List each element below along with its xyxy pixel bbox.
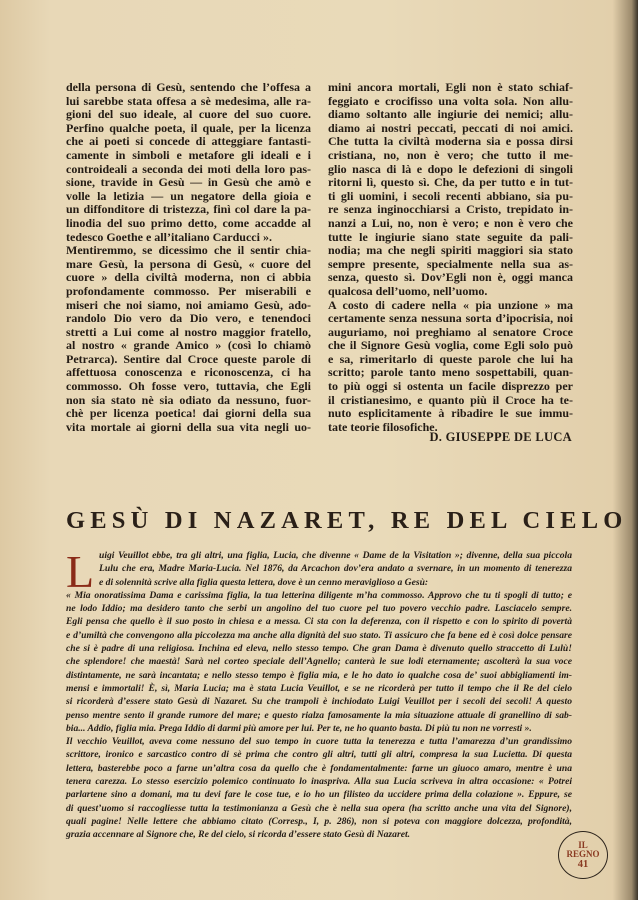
- text-line: Perfino qualche poeta, il quale, per la licenza: [66, 120, 311, 135]
- text-line: diamo soltanto alle ingiurie dei nemici; allu-: [328, 107, 573, 122]
- text-line: Lulu che era, Madre Maria-Lucia. Nel 1876, da Arcachon dov’era andato a svernare, in un momento di tenerezza: [99, 563, 572, 575]
- text-line: stretti a Lui come al nostro maggior fratello,: [66, 324, 311, 339]
- text-line: Egli pensa che quello è il suo posto in chiesa e a messa. Ci sta con la deferenza, con il rispetto e con lo spirito di povertà: [66, 616, 572, 628]
- text-line: gioni del suo ideale, al cuore del suo cuore.: [66, 107, 311, 122]
- text-line: senza, questo sì. Dov’Egli non è, oggi manca: [328, 270, 573, 285]
- text-line: qualcosa dell’uomo, nell’uomo.: [328, 283, 488, 298]
- text-line: mare Gesù, la persona di Gesù, « cuore del: [66, 256, 311, 271]
- text-line: Il vecchio Veuillot, aveva come nessuno del suo tempo in cuore tutta la tenerezza e tutta l’amarezza d’un grandissimo: [66, 736, 572, 748]
- text-line: tedesco Goethe e all’italiano Carducci ».: [66, 229, 272, 244]
- text-line: si ricorderà d’essere stato Gesù di Nazaret. Su che trampoli è inchiodato Luigi Veuillot per i secoli dei secoli! A questo: [66, 696, 572, 708]
- text-line: cristiana, no, non è vero; che tutto il me-: [328, 147, 573, 162]
- text-line: scritto; parole tanto meno sospettabili, quan-: [328, 365, 573, 380]
- text-line: e sa, rimeritarlo di queste parole che lui ha: [328, 351, 573, 366]
- text-line: feggiato e crocifisso una volta sola. Non allu-: [328, 93, 573, 108]
- drop-cap: L: [66, 546, 95, 597]
- text-line: al nostro « grande Amico » (così lo chiamò: [66, 338, 311, 353]
- text-line: che si è padre di una religiosa. Inchina ed eleva, nello stesso tempo. Che gran Dama è divenuto quello straccetto di Lulù!: [66, 643, 572, 655]
- text-line: sempre presente, specialmente nella sua as-: [328, 256, 573, 271]
- text-line: nuto esplicitamente à ribadire le sue immu-: [328, 406, 573, 421]
- text-line: che ai poeti si concede di atteggiare fantasti-: [66, 134, 311, 149]
- text-line: ritorni lì, questo sì. Che, da per tutto e in tut-: [328, 175, 573, 190]
- text-line: il cristianesimo, e quanto più il Croce ha te-: [328, 392, 573, 407]
- text-line: distintamente, ne sarà incantata; e nello stesso tempo è figlia mia, e le ho dato io qualche cosa de’ suoi abbigliamenti im-: [66, 669, 572, 681]
- text-line: « Mia onoratissima Dama e carissima figlia, la tua letterina diligente m’ha commosso. Approvo che tu ti spogli di tutto; e: [66, 589, 572, 601]
- text-line: A costo di cadere nella « pia unzione » ma: [328, 297, 573, 312]
- stamp-line-1: IL: [578, 839, 588, 850]
- text-line: diamo ai nostri peccati, peccati di noi amici.: [328, 120, 573, 135]
- text-line: lui sarebbe stata offesa a sè medesima, alle ra-: [66, 93, 311, 108]
- text-line: ti gli uomini, i secoli recenti abbiano, sia pu-: [328, 188, 573, 203]
- text-line: tate teorie filosofiche.: [328, 419, 438, 434]
- page-stamp: [558, 831, 608, 879]
- text-line: un diffonditore di tristezza, finì col dare la pa-: [66, 202, 311, 217]
- text-line: tutte le ingiurie siano state seguite da pali-: [328, 229, 573, 244]
- text-line: volle la letizia — un negatore della gioia e: [66, 188, 311, 203]
- text-line: che il Signore Gesù voglia, come Egli solo può: [328, 338, 573, 353]
- text-line: ne lodo Iddio; ma desidero tanto che serbi un angolino del tuo cuore pel tuo povero vecchio padre. Lasciacelo sempre.: [66, 603, 572, 615]
- text-line: della persona di Gesù, sentendo che l’offesa a: [66, 80, 311, 94]
- text-line: e d’umiltà che convengono alla piccolezza ma anche alla dignità del suo stato. Ti assicuro che fa bene ed è così dolce pensare: [66, 629, 572, 641]
- article-body: [66, 546, 572, 842]
- text-line: quali pagine! Nelle lettere che abbiamo citato (Corresp., I, p. 286), non si poteva con maggiore dolcezza, profondità,: [66, 815, 572, 827]
- text-line: linodia del suo primo detto, come accadde al: [66, 215, 311, 230]
- article-title: GESÙ DI NAZARET, RE DEL CIELO: [66, 507, 628, 534]
- left-column: [66, 81, 311, 434]
- text-line: scrittore, ironico e sarcastico contro di sè prima che contro gli altri, tutti gli altri, compresa la sua Lucietta. Di questa: [66, 749, 572, 761]
- text-line: vita mortale ai giorni della sua vita negli uo-: [66, 419, 311, 434]
- stamp-line-2: REGNO: [566, 849, 600, 860]
- text-line: commosso. Oh fosse vero, tuttavia, che Egli: [66, 379, 311, 394]
- text-line: non sia stato nè sia odiato da nessuno, fuor-: [66, 392, 311, 407]
- text-line: grazia accennare al Signore che, Re del cielo, si ricorda d’essere stato Gesù di Nazaret.: [66, 829, 411, 841]
- text-line: Mentiremmo, se dicessimo che il sentir chia-: [66, 243, 311, 258]
- right-column: [328, 81, 573, 434]
- text-line: certamente senza nessuna sorta d’ipocrisia, noi: [328, 311, 573, 326]
- text-line: affettuosa conoscenza e riconoscenza, ci ha: [66, 365, 311, 380]
- page-number: 41: [577, 858, 589, 870]
- text-line: uigi Veuillot ebbe, tra gli altri, una figlia, Lucia, che divenne « Dame de la Visitation »; divenne, della sua piccola: [99, 550, 572, 561]
- author-signature: D. GIUSEPPE DE LUCA: [429, 430, 572, 444]
- text-line: controideali a seconda dei moti della loro pas-: [66, 161, 311, 176]
- text-line: profondamente commosso. Per miserabili e: [66, 283, 311, 298]
- text-line: di quest’uomo si raccogliesse tutta la testimonianza a Gesù che è nella sua opera (ha scritto anche una vita del Signore),: [66, 802, 572, 814]
- text-line: to più oggi si ostenta un facile disprezzo per: [328, 379, 573, 394]
- text-line: parlartene sino a domani, ma tu devi fare le cose tue, e io ho un filisteo da uccidere prima della colazione ». Eppure, se: [66, 789, 572, 801]
- text-line: bia... Addio, figlia mia. Prega Iddio di darmi più amore per lui. Per te, ne ho quanto basta. Di più tu non ne vorresti ».: [66, 722, 532, 734]
- text-line: glio nasca di là e dopo le defezioni di singoli: [328, 161, 573, 176]
- text-line: camente in simboli e metafore gli ideali e i: [66, 147, 311, 162]
- text-line: mini ancora mortali, Egli non è stato schiaf-: [328, 80, 573, 94]
- text-line: Che tutta la civiltà moderna sia e possa dirsi: [328, 134, 573, 149]
- text-line: re senza inginocchiarsi a Cristo, trepidato in-: [328, 202, 573, 217]
- text-line: Petrarca). Sentire dal Croce queste parole di: [66, 351, 311, 366]
- text-line: che splendore! che maestà! Sarà nel corteo speciale dell’Agnello; canterà le sue lodi eternamente; ascolterà la sua voce: [66, 656, 572, 668]
- text-line: nanzi a Lui, no, non è vero; e non è vero che: [328, 215, 573, 230]
- text-line: e di solennità scrive alla figlia questa lettera, dove è un cenno meraviglioso a Gesù:: [99, 576, 429, 588]
- text-line: mensi e immortali! È, sì, Maria Lucia; ma è stata Lucia Veuillot, e se ne ricorderà per tutto il tempo che il Re del cielo: [66, 682, 572, 694]
- text-line: nodia; ma che negli spiriti maggiori sia stato: [328, 243, 573, 258]
- text-line: tenera carezza. Lo stesso esercizio polemico continuato lo inaspriva. Alla sua Lucia scriveva in altra occasione: « Potrei: [66, 776, 572, 788]
- text-line: miseri che noi siamo, noi amiamo Gesù, ado-: [66, 297, 311, 312]
- text-line: randolo Dio vero da Dio vero, e tenendoci: [66, 311, 311, 326]
- text-line: sione, travide in Gesù — in Gesù che amò e: [66, 175, 311, 190]
- text-line: penso mentre sento il grande rumore del mare; e questo rialza famosamente la mia situazione attuale di granellino di sab-: [66, 709, 572, 721]
- text-line: auguriamo, noi preghiamo al senatore Croce: [328, 324, 573, 339]
- text-line: cuore » della civiltà moderna, non ci abbia: [66, 270, 311, 285]
- text-line: lettera, basterebbe poco a farne un’altra cosa da quello che è fondamentalmente: farne un giuoco amaro, mentre è una: [66, 762, 572, 774]
- text-line: chè per licenza poetica! dai giorni della sua: [66, 406, 311, 421]
